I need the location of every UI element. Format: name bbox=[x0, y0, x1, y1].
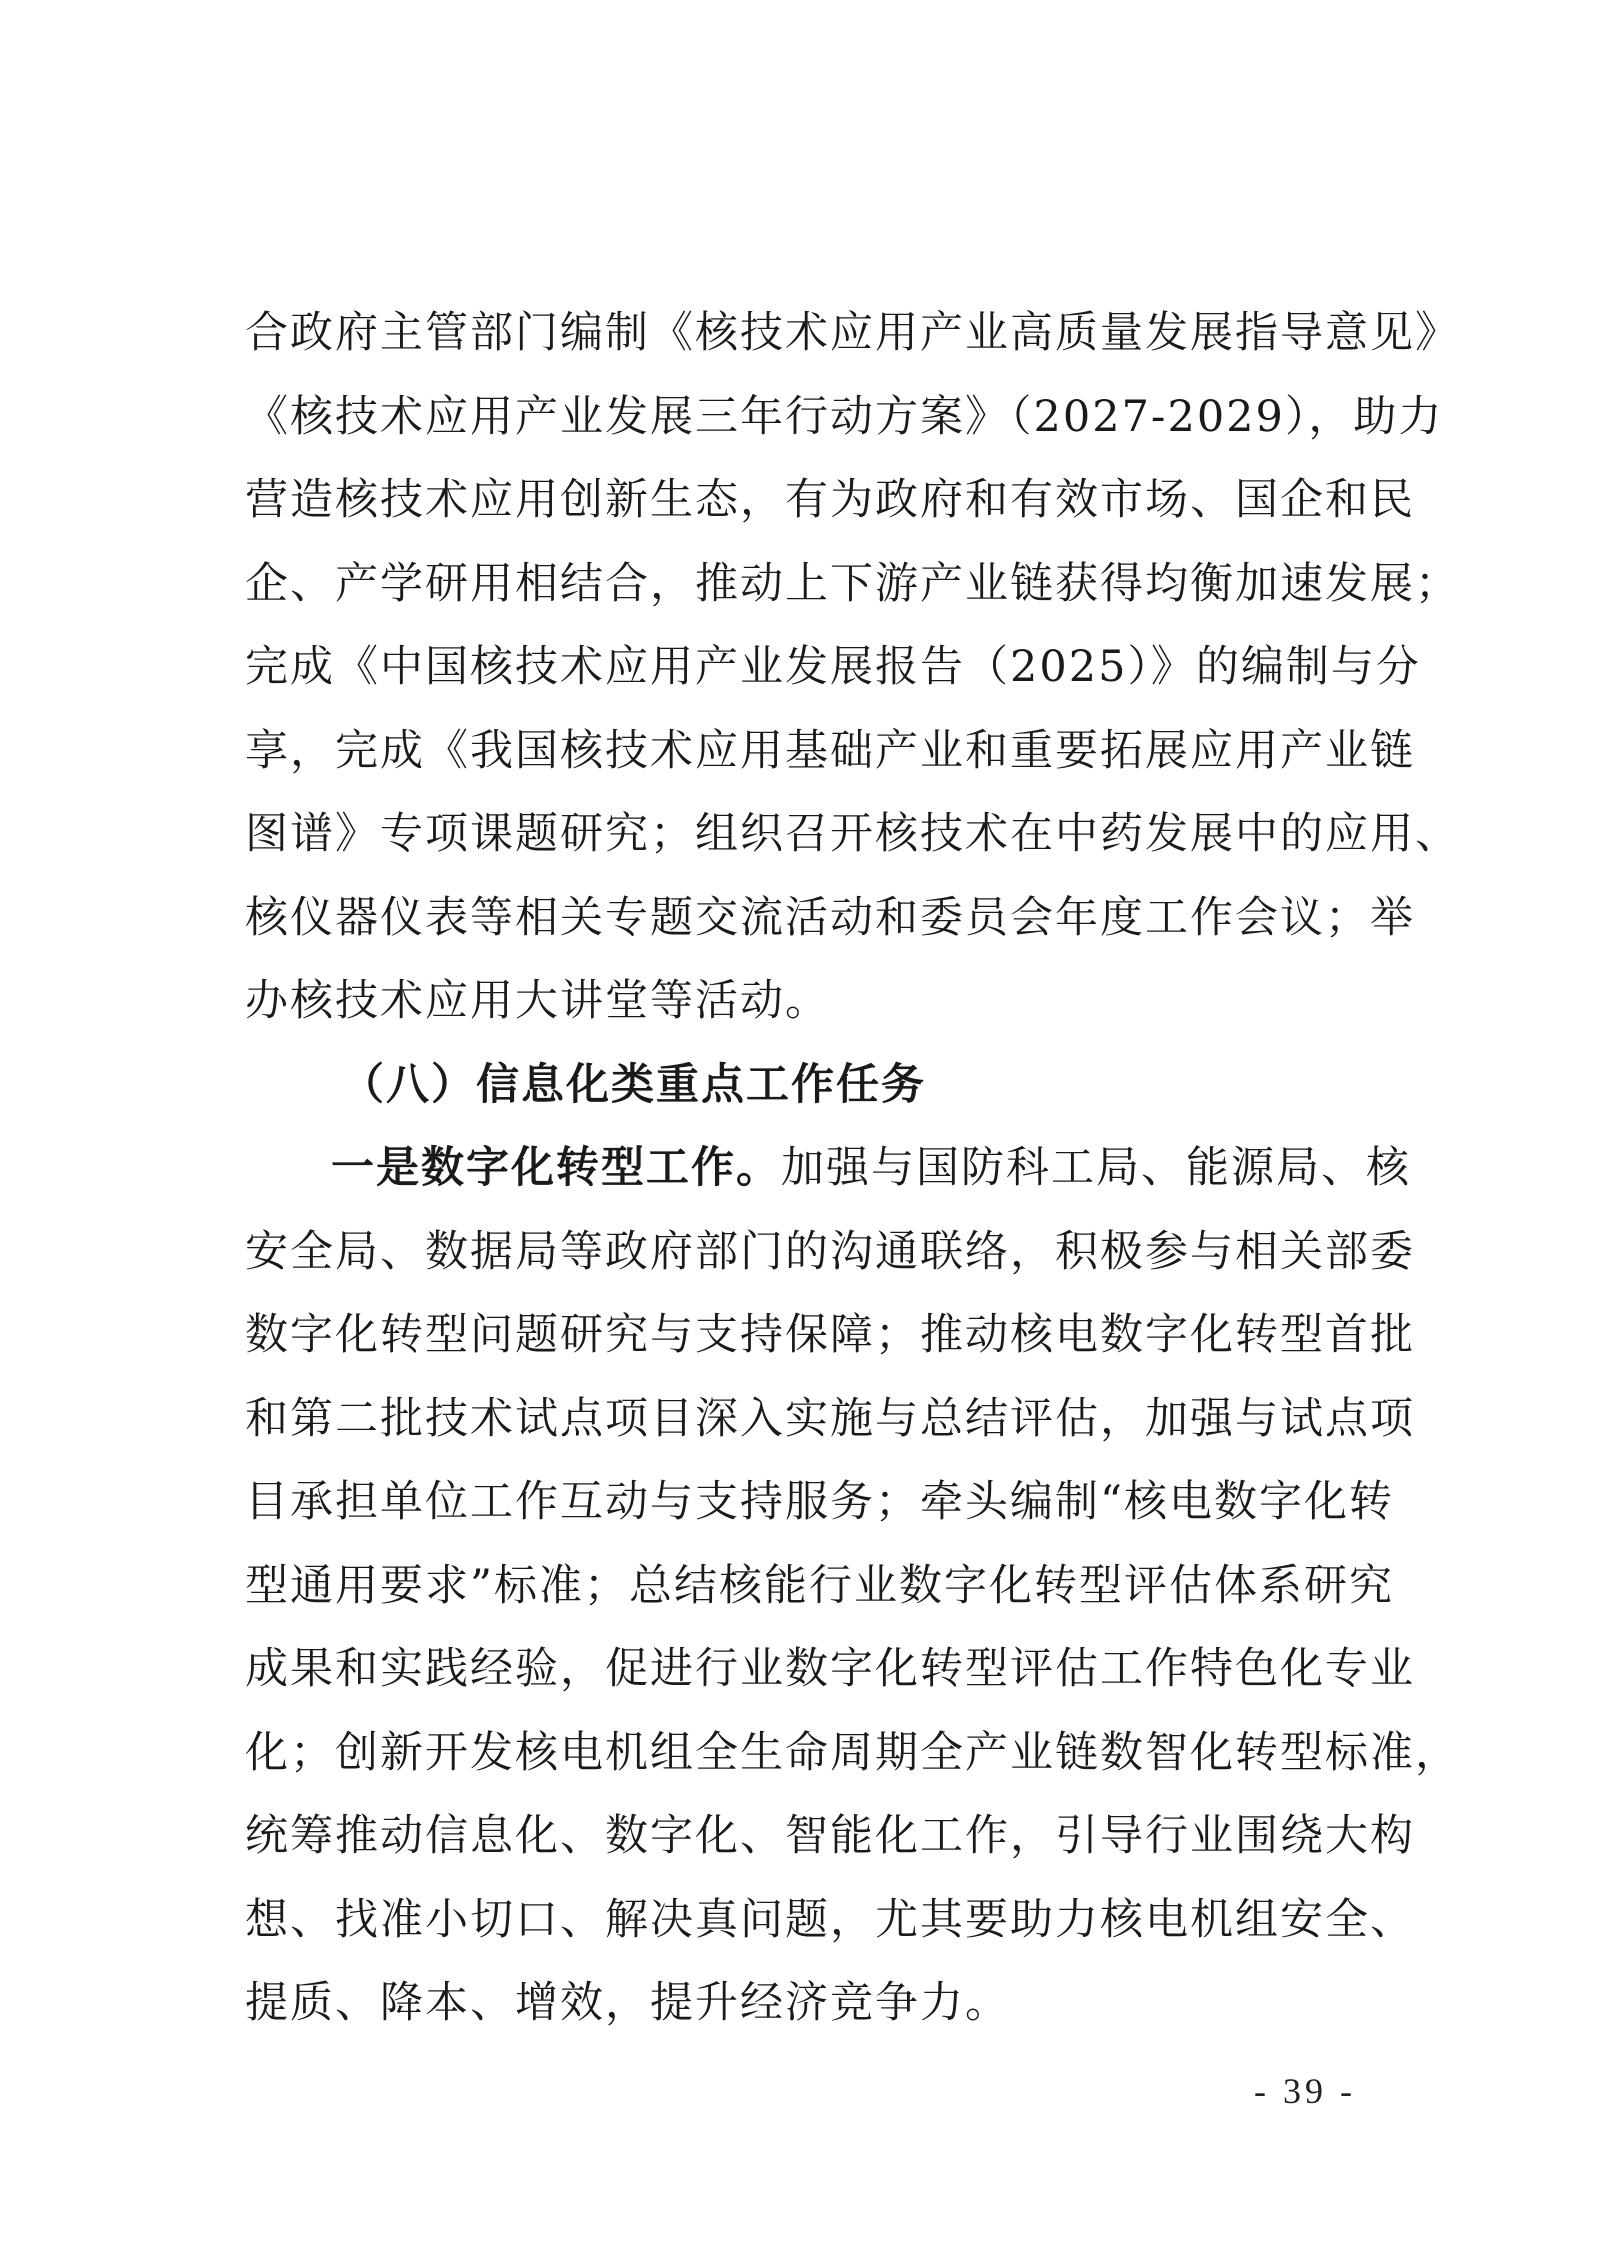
text-line: 想、找准小切口、解决真问题，尤其要助力核电机组安全、 bbox=[245, 1894, 1415, 1945]
text-line: 安全局、数据局等政府部门的沟通联络，积极参与相关部委 bbox=[245, 1226, 1415, 1277]
text-line: 化；创新开发核电机组全生命周期全产业链数智化转型标准， bbox=[245, 1727, 1460, 1778]
text-line: 企、产学研用相结合，推动上下游产业链获得均衡加速发展； bbox=[245, 558, 1460, 609]
text-line: 完成《中国核技术应用产业发展报告（2025）》的编制与分 bbox=[245, 642, 1421, 692]
text-line: 和第二批技术试点项目深入实施与总结评估，加强与试点项 bbox=[245, 1393, 1415, 1444]
text-line: 统筹推动信息化、数字化、智能化工作，引导行业围绕大构 bbox=[245, 1811, 1415, 1861]
paragraph-digital-transformation bbox=[245, 1127, 1460, 2046]
page-number: - 39 - bbox=[1254, 2071, 1356, 2111]
text-line: 成果和实践经验，促进行业数字化转型评估工作特色化专业 bbox=[245, 1644, 1415, 1694]
section-heading: （八）信息化类重点工作任务 bbox=[341, 1059, 926, 1110]
text-line: 营造核技术应用创新生态，有为政府和有效市场、国企和民 bbox=[245, 475, 1415, 525]
text-line: 核仪器仪表等相关专题交流活动和委员会年度工作会议；举 bbox=[245, 892, 1415, 943]
text-line: 数字化转型问题研究与支持保障；推动核电数字化转型首批 bbox=[245, 1310, 1415, 1360]
text-line: 《核技术应用产业发展三年行动方案》（2027-2029），助力 bbox=[245, 391, 1444, 442]
text-line: 享，完成《我国核技术应用基础产业和重要拓展应用产业链 bbox=[245, 725, 1415, 776]
text-line: 办核技术应用大讲堂等活动。 bbox=[245, 976, 830, 1026]
document-body bbox=[245, 292, 1460, 2046]
text-line: 提质、降本、增效，提升经济竞争力。 bbox=[245, 1978, 1010, 2028]
text-line: 合政府主管部门编制《核技术应用产业高质量发展指导意见》 bbox=[245, 308, 1460, 358]
text-line: 图谱》专项课题研究；组织召开核技术在中药发展中的应用、 bbox=[245, 809, 1460, 859]
paragraph-lead: 一是数字化转型工作。 bbox=[331, 1143, 781, 1193]
paragraph-first-line bbox=[245, 1127, 1411, 1211]
text-line: 型通用要求”标准；总结核能行业数字化转型评估体系研究 bbox=[245, 1560, 1394, 1611]
paragraph-continued bbox=[245, 292, 1460, 1044]
text-line: 目承担单位工作互动与支持服务；牵头编制“核电数字化转 bbox=[245, 1477, 1394, 1527]
paragraph-first-line-text: 加强与国防科工局、能源局、核 bbox=[781, 1143, 1411, 1193]
